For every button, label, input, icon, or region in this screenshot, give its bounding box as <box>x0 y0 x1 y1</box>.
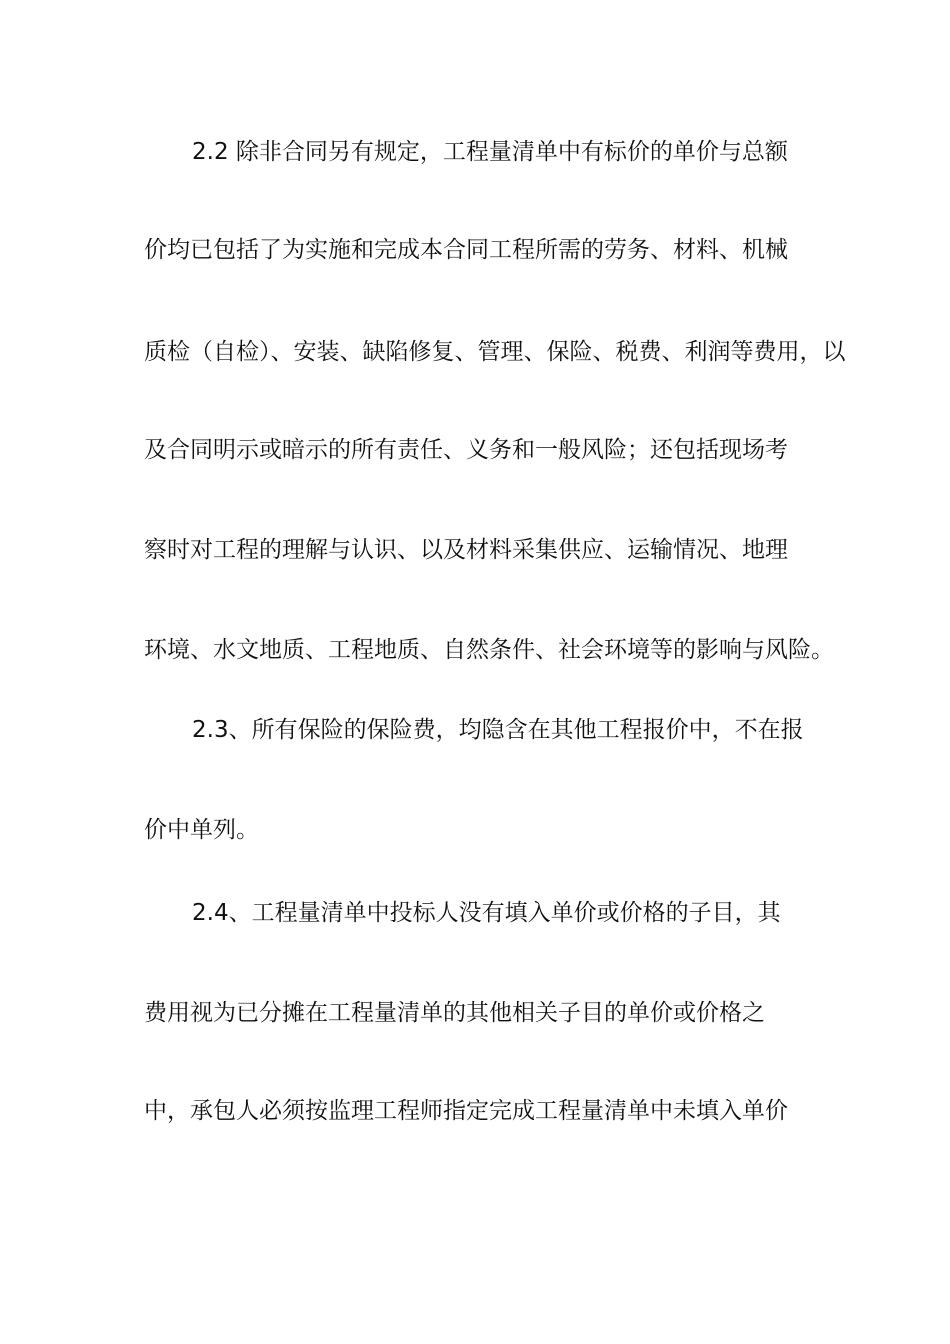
paragraph-2-2-line-5: 察时对工程的理解与认识、以及材料采集供应、运输情况、地理 <box>144 537 788 563</box>
paragraph-2-2-line-1: 2.2 除非合同另有规定，工程量清单中有标价的单价与总额 <box>192 139 788 165</box>
paragraph-2-2-line-6: 环境、水文地质、工程地质、自然条件、社会环境等的影响与风险。 <box>144 637 834 663</box>
paragraph-2-2-line-4: 及合同明示或暗示的所有责任、义务和一般风险；还包括现场考 <box>144 437 788 463</box>
paragraph-2-3-line-2: 价中单列。 <box>144 817 259 843</box>
paragraph-2-4-line-1: 2.4、工程量清单中投标人没有填入单价或价格的子目，其 <box>192 900 781 926</box>
paragraph-2-2-line-2: 价均已包括了为实施和完成本合同工程所需的劳务、材料、机械 <box>144 237 788 263</box>
paragraph-2-4-line-3: 中，承包人必须按监理工程师指定完成工程量清单中未填入单价 <box>144 1098 788 1124</box>
paragraph-2-4-line-2: 费用视为已分摊在工程量清单的其他相关子目的单价或价格之 <box>144 1000 765 1026</box>
paragraph-2-3-line-1: 2.3、所有保险的保险费，均隐含在其他工程报价中，不在报 <box>192 717 804 743</box>
paragraph-2-2-line-3: 质检（自检）、安装、缺陷修复、管理、保险、税费、利润等费用，以 <box>144 339 846 365</box>
